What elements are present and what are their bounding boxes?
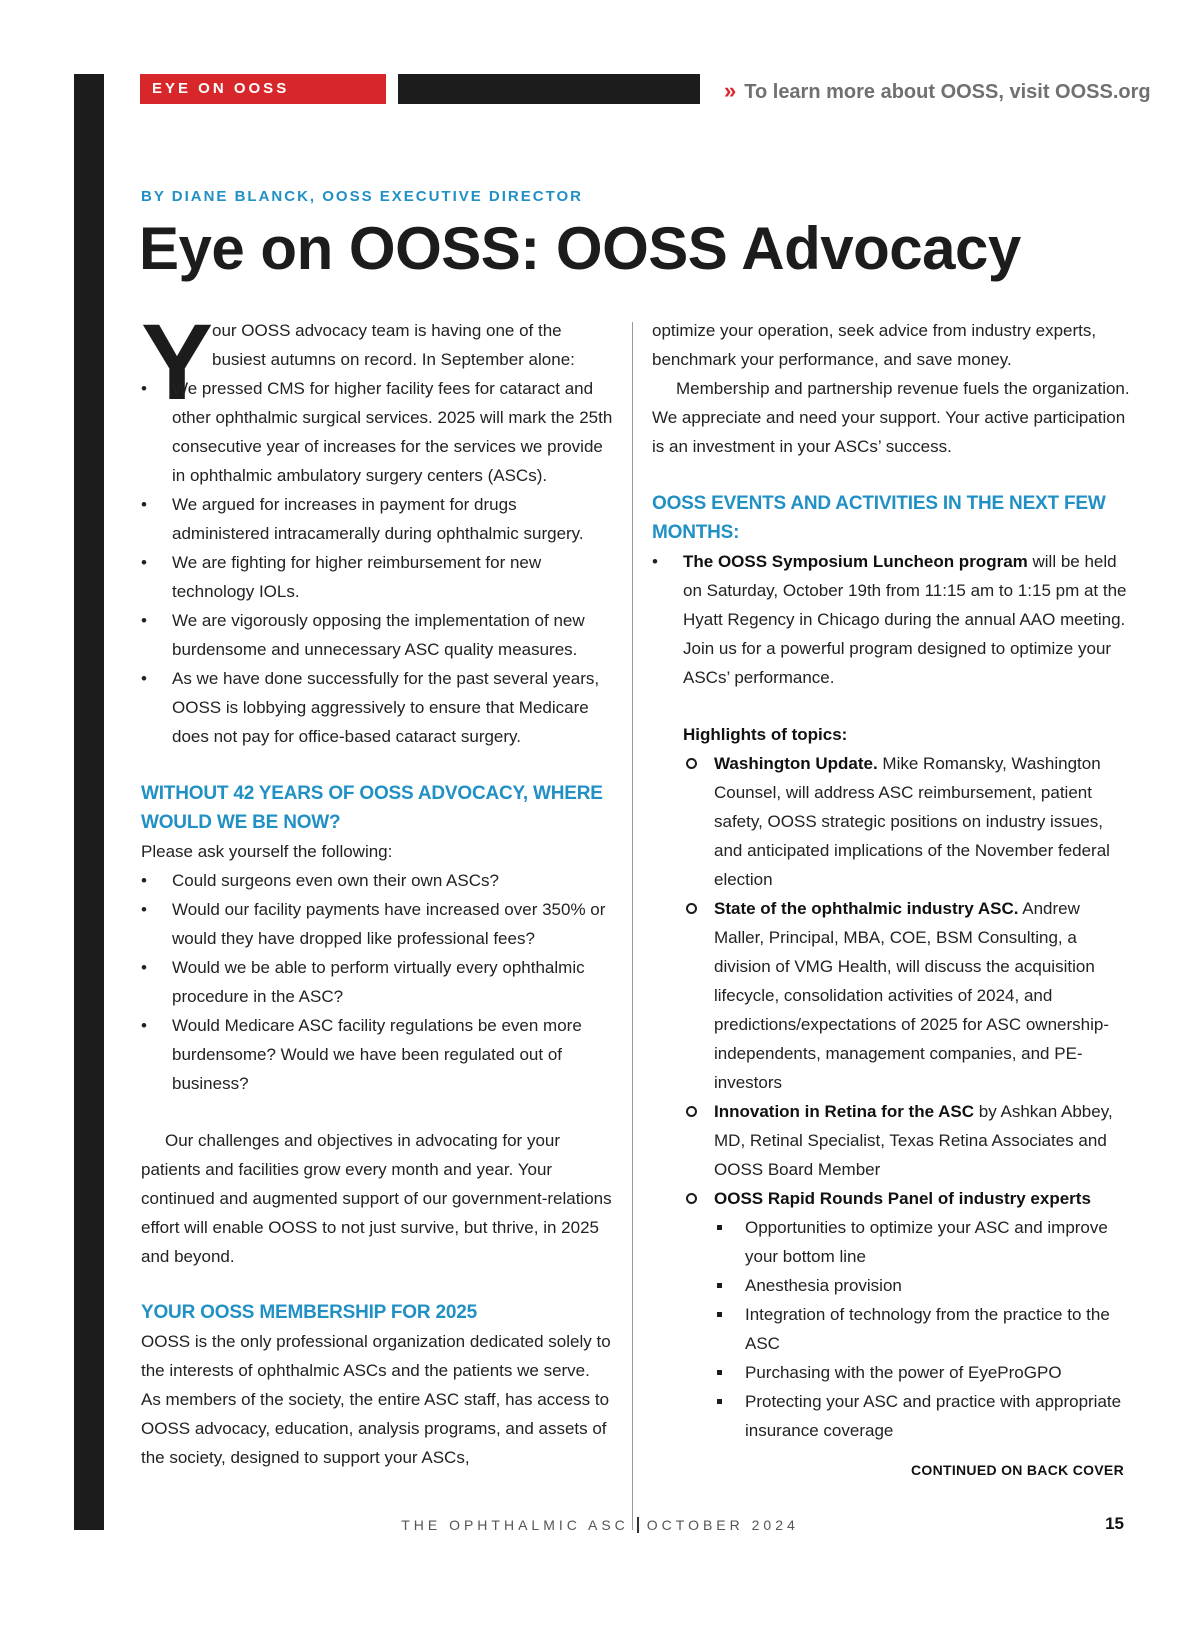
event-description: will be held on Saturday, October 19th from 11:15 am to 1:15 pm at the Hyatt Regency in Chicago during the annual AAO meeting. Join us for a powerful program designed to optimize your ASCs’ performance. bbox=[683, 552, 1127, 687]
section-tag-banner bbox=[140, 74, 386, 104]
highlights-heading: Highlights of topics: bbox=[683, 725, 848, 744]
continued-note: CONTINUED ON BACK COVER bbox=[910, 1462, 1124, 1478]
list-item: • We pressed CMS for higher facility fees for cataract and other ophthalmic surgical services. 2025 will mark the 25th consecutive year of increases for the services we provide in ophthalmic ambulatory surgery centers (ASCs). bbox=[141, 374, 613, 490]
drop-cap: Y bbox=[141, 301, 214, 422]
footer-separator bbox=[637, 1517, 639, 1533]
square-bullet-icon bbox=[717, 1225, 722, 1230]
list-item: Anesthesia provision bbox=[714, 1271, 1134, 1300]
topic-title: OOSS Rapid Rounds Panel of industry experts bbox=[714, 1189, 1091, 1208]
circle-bullet-icon bbox=[686, 1106, 697, 1117]
square-bullet-icon bbox=[717, 1399, 722, 1404]
chevron-right-icon: » bbox=[724, 78, 737, 103]
right-column bbox=[652, 316, 1134, 1445]
left-column bbox=[141, 301, 613, 1472]
list-item: • Would we be able to perform virtually every ophthalmic procedure in the ASC? bbox=[141, 953, 613, 1011]
list-item: • We are fighting for higher reimbursement for new technology IOLs. bbox=[141, 548, 613, 606]
list-item: • We argued for increases in payment for drugs administered intracamerally during ophthalmic surgery. bbox=[141, 490, 613, 548]
list-item bbox=[683, 1184, 1134, 1213]
event-title: The OOSS Symposium Luncheon program bbox=[683, 552, 1028, 571]
topic-title: State of the ophthalmic industry ASC. bbox=[714, 899, 1019, 918]
question-bullet-list bbox=[141, 866, 613, 1098]
circle-bullet-icon bbox=[686, 903, 697, 914]
list-item bbox=[683, 894, 1134, 1097]
topic-text: Andrew Maller, Principal, MBA, COE, BSM Consulting, a division of VMG Health, will discuss the acquisition lifecycle, consolidation activities of 2024, and predictions/expectations of 2025 for ASC ownership-independents, management companies, and PE-investors bbox=[714, 899, 1110, 1092]
page-number: 15 bbox=[1105, 1514, 1124, 1533]
section-tag: EYE ON OOSS bbox=[152, 80, 290, 97]
topic-list bbox=[683, 749, 1134, 1213]
page-title: Eye on OOSS: OOSS Advocacy bbox=[139, 215, 1021, 282]
list-item: • Would our facility payments have increased over 350% or would they have dropped like professional fees? bbox=[141, 895, 613, 953]
column-divider bbox=[632, 322, 633, 1530]
list-item bbox=[683, 1097, 1134, 1184]
topic-title: Innovation in Retina for the ASC bbox=[714, 1102, 975, 1121]
left-accent-bar bbox=[74, 74, 104, 1530]
list-item bbox=[652, 547, 1134, 692]
list-item: • We are vigorously opposing the implementation of new burdensome and unnecessary ASC quality measures. bbox=[141, 606, 613, 664]
list-item: Protecting your ASC and practice with appropriate insurance coverage bbox=[714, 1387, 1134, 1445]
topic-title: Washington Update. bbox=[714, 754, 878, 773]
intro-bullet-list bbox=[141, 374, 613, 751]
section-heading-advocacy: WITHOUT 42 YEARS OF OOSS ADVOCACY, WHERE WOULD WE BE NOW? bbox=[141, 783, 603, 833]
byline: BY DIANE BLANCK, OOSS EXECUTIVE DIRECTOR bbox=[141, 188, 583, 205]
header-link[interactable] bbox=[724, 78, 1151, 104]
topic-text: by Ashkan Abbey, MD, Retinal Specialist, Texas Retina Associates and OOSS Board Member bbox=[714, 1102, 1113, 1179]
publication-name: THE OPHTHALMIC ASC bbox=[401, 1517, 629, 1533]
topic-text: Mike Romansky, Washington Counsel, will address ASC reimbursement, patient safety, OOSS strategic positions on industry issues, and anticipated implications of the November federal election bbox=[714, 754, 1110, 889]
list-item: Opportunities to optimize your ASC and improve your bottom line bbox=[714, 1213, 1134, 1271]
list-item: • Could surgeons even own their own ASCs? bbox=[141, 866, 613, 895]
section-heading-events: OOSS EVENTS AND ACTIVITIES IN THE NEXT FEW MONTHS: bbox=[652, 493, 1106, 543]
header-link-text[interactable]: To learn more about OOSS, visit OOSS.org bbox=[744, 81, 1151, 103]
membership-paragraph: OOSS is the only professional organization dedicated solely to the interests of ophthalmic ASCs and the patients we serve. As members of the society, the entire ASC staff, has access to OOSS advocacy, education, analysis programs, and assets of the society, designed to support your ASCs, bbox=[141, 1332, 611, 1467]
panel-topic-list bbox=[714, 1213, 1134, 1445]
challenges-paragraph: Our challenges and objectives in advocating for your patients and facilities grow every month and year. Your continued and augmented support of our government-relations effort will enable OOSS to not just survive, but thrive, in 2025 and beyond. bbox=[141, 1131, 612, 1266]
square-bullet-icon bbox=[717, 1370, 722, 1375]
section-heading-membership: YOUR OOSS MEMBERSHIP FOR 2025 bbox=[141, 1302, 477, 1323]
intro-paragraph: our OOSS advocacy team is having one of the busiest autumns on record. In September alone: bbox=[212, 321, 575, 369]
square-bullet-icon bbox=[717, 1312, 722, 1317]
circle-bullet-icon bbox=[686, 1193, 697, 1204]
intro-block bbox=[141, 301, 613, 422]
issue-date: OCTOBER 2024 bbox=[646, 1517, 799, 1533]
list-item: Integration of technology from the practice to the ASC bbox=[714, 1300, 1134, 1358]
list-item: • Would Medicare ASC facility regulations be even more burdensome? Would we have been regulated out of business? bbox=[141, 1011, 613, 1098]
square-bullet-icon bbox=[717, 1283, 722, 1288]
list-item: Purchasing with the power of EyeProGPO bbox=[714, 1358, 1134, 1387]
list-item: • As we have done successfully for the past several years, OOSS is lobbying aggressively to ensure that Medicare does not pay for office-based cataract surgery. bbox=[141, 664, 613, 751]
header-black-bar bbox=[398, 74, 700, 104]
list-item bbox=[683, 749, 1134, 894]
section-lead: Please ask yourself the following: bbox=[141, 842, 393, 861]
circle-bullet-icon bbox=[686, 758, 697, 769]
membership-paragraph-continued: optimize your operation, seek advice from industry experts, benchmark your performance, and save money. bbox=[652, 321, 1097, 369]
event-list bbox=[652, 547, 1134, 692]
page-footer bbox=[0, 1517, 1200, 1533]
membership-paragraph-2: Membership and partnership revenue fuels the organization. We appreciate and need your support. Your active participation is an investment in your ASCs’ success. bbox=[652, 379, 1130, 456]
